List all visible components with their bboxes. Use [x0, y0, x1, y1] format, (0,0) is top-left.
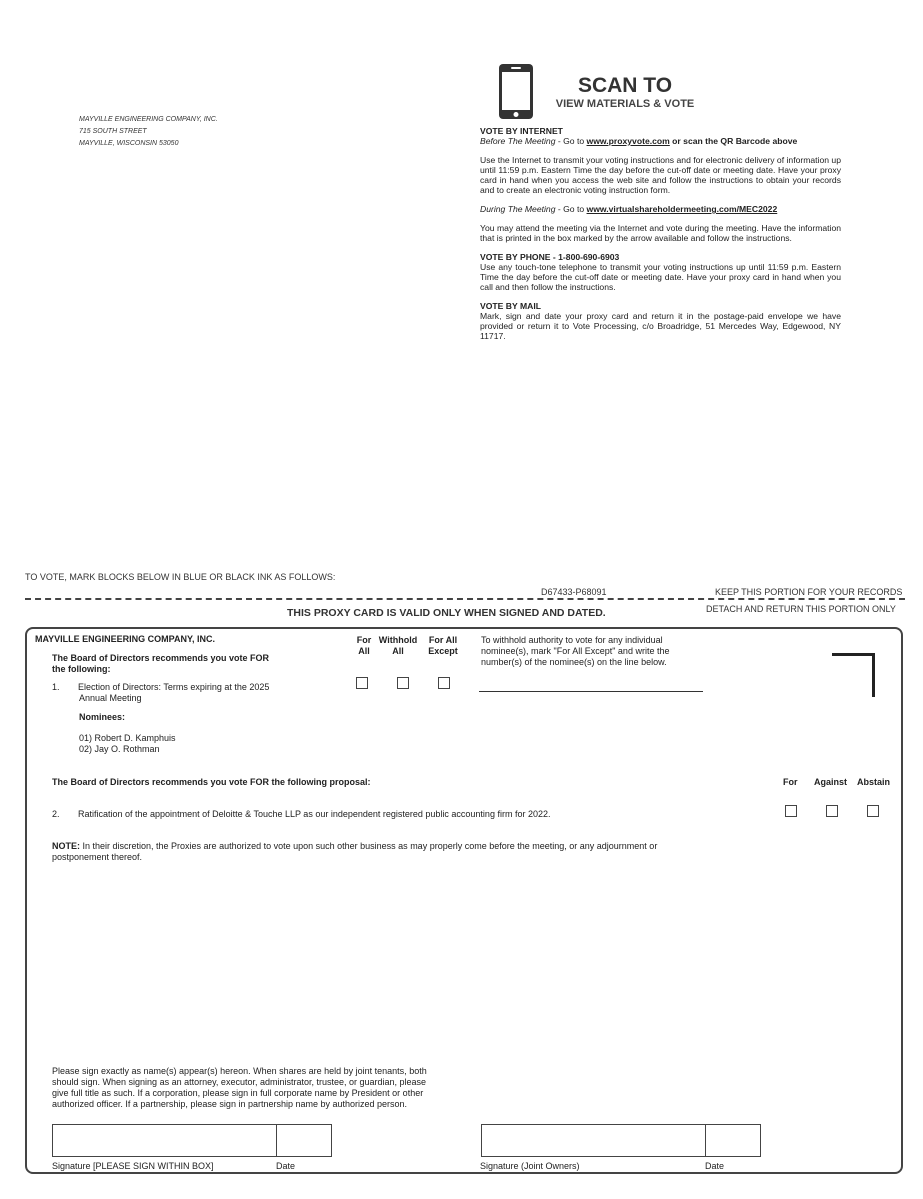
- during-meeting-line: [480, 204, 841, 214]
- virtual-meeting-link[interactable]: www.virtualshareholdermeeting.com/MEC2022: [586, 204, 778, 214]
- note: [52, 841, 732, 863]
- phone-heading: VOTE BY PHONE - 1-800-690-6903: [480, 252, 620, 262]
- before-suffix: or scan the QR Barcode above: [669, 136, 798, 146]
- valid-notice: THIS PROXY CARD IS VALID ONLY WHEN SIGNED AND DATED.: [287, 607, 606, 619]
- mail-text: Mark, sign and date your proxy card and return it in the postage-paid envelope we have provided or return it to Vote Processing, c/o Broadridge, 51 Mercedes Way, Edgewood, NY 11717.: [480, 311, 841, 341]
- voting-instructions: [480, 126, 841, 350]
- item1-line1: Election of Directors: Terms expiring at the 2025: [78, 682, 270, 692]
- sign-instr-l4: authorized officer. If a partnership, please sign in partnership name by authorized person.: [52, 1099, 408, 1109]
- col-for-all: [356, 635, 372, 657]
- note-line2: postponement thereof.: [52, 852, 143, 862]
- date-label: Date: [276, 1161, 296, 1171]
- col-against: Against: [814, 777, 848, 787]
- signature-label: Signature [PLEASE SIGN WITHIN BOX]: [52, 1161, 214, 1171]
- sign-instr-l2: should sign. When signing as an attorney, executor, administrator, trustee, or guardian, please: [52, 1077, 427, 1087]
- joint-date-box[interactable]: [705, 1124, 761, 1157]
- sign-instructions: [52, 1066, 427, 1110]
- before-meeting-line: [480, 136, 841, 146]
- phone-text: Use any touch-tone telephone to transmit your voting instructions up until 11:59 p.m. Eastern Time the day before the cut-off date or meeting date. Have your proxy card in hand when you call and then follow the instructions.: [480, 262, 841, 292]
- checkbox-item2-for[interactable]: [785, 805, 797, 817]
- col-withhold-l2: All: [392, 646, 404, 656]
- col-withhold-all: [373, 635, 423, 657]
- joint-signature-label: Signature (Joint Owners): [480, 1161, 580, 1171]
- internet-text: Use the Internet to transmit your voting instructions and for electronic delivery of information up until 11:59 p.m. Eastern Time the day before the cut-off date or meeting date. Have your proxy card in hand when you access the web site and follow the instructions to obtain your records and to create an electronic voting instruction form.: [480, 155, 841, 195]
- col-for-all-except: [423, 635, 463, 657]
- nominee-list: [79, 733, 176, 755]
- address-company: MAYVILLE ENGINEERING COMPANY, INC.: [79, 116, 218, 123]
- col-for-all-l2: All: [358, 646, 370, 656]
- address-street: 715 SOUTH STREET: [79, 128, 147, 135]
- scan-subtitle: VIEW MATERIALS & VOTE: [555, 98, 695, 110]
- detach-portion-label: DETACH AND RETURN THIS PORTION ONLY: [706, 604, 896, 614]
- checkbox-for-all[interactable]: [356, 677, 368, 689]
- arrow-corner-mark: [832, 653, 875, 697]
- board-rec1-line2: the following:: [52, 664, 111, 674]
- item1-line2: Annual Meeting: [79, 693, 142, 703]
- control-number: D67433-P68091: [541, 587, 607, 597]
- proxyvote-link[interactable]: www.proxyvote.com: [586, 136, 670, 146]
- sign-instr-l3: give full title as such. If a corporation, please sign in full corporate name by President or other: [52, 1088, 424, 1098]
- nominee-02: 02) Jay O. Rothman: [79, 744, 160, 754]
- except-nominee-line[interactable]: [479, 691, 703, 692]
- sign-instr-l1: Please sign exactly as name(s) appear(s) hereon. When shares are held by joint tenants, both: [52, 1066, 427, 1076]
- during-go: - Go to: [555, 204, 587, 214]
- card-company: MAYVILLE ENGINEERING COMPANY, INC.: [35, 634, 216, 644]
- note-text: In their discretion, the Proxies are authorized to vote upon such other business as may properly come before the meeting, or any adjournment or: [80, 841, 658, 851]
- item1-text: [79, 682, 269, 704]
- col-for: For: [783, 777, 798, 787]
- nominee-01: 01) Robert D. Kamphuis: [79, 733, 176, 743]
- board-rec2: The Board of Directors recommends you vote FOR the following proposal:: [52, 777, 371, 787]
- col-for-all-l1: For: [356, 635, 372, 645]
- nominees-label: Nominees:: [79, 712, 126, 722]
- withhold-instructions: [481, 635, 669, 668]
- col-except-l2: Except: [428, 646, 458, 656]
- signature-box[interactable]: [52, 1124, 277, 1157]
- withhold-instr-l2: nominee(s), mark "For All Except" and write the: [481, 646, 670, 656]
- detach-line: [25, 598, 905, 600]
- col-abstain: Abstain: [857, 777, 891, 787]
- during-label: During The Meeting: [480, 204, 556, 214]
- note-label: NOTE:: [52, 841, 80, 851]
- date-box[interactable]: [276, 1124, 332, 1157]
- during-text: You may attend the meeting via the Internet and vote during the meeting. Have the information that is printed in the box marked by the arrow available and follow the instructions.: [480, 223, 841, 243]
- mark-blocks-instruction: TO VOTE, MARK BLOCKS BELOW IN BLUE OR BLACK INK AS FOLLOWS:: [25, 572, 336, 582]
- address-city: MAYVILLE, WISCONSIN 53050: [79, 140, 179, 147]
- board-rec1-line1: The Board of Directors recommends you vote FOR: [52, 653, 270, 663]
- before-label: Before The Meeting: [480, 136, 556, 146]
- col-withhold-l1: Withhold: [378, 635, 418, 645]
- withhold-instr-l3: number(s) of the nominee(s) on the line below.: [481, 657, 667, 667]
- before-go: - Go to: [555, 136, 587, 146]
- phone-icon: [498, 63, 534, 120]
- withhold-instr-l1: To withhold authority to vote for any individual: [481, 635, 663, 645]
- checkbox-for-all-except[interactable]: [438, 677, 450, 689]
- joint-signature-box[interactable]: [481, 1124, 706, 1157]
- board-rec1: [52, 653, 269, 675]
- checkbox-item2-against[interactable]: [826, 805, 838, 817]
- keep-portion-label: KEEP THIS PORTION FOR YOUR RECORDS: [715, 587, 903, 597]
- item1-number: 1.: [52, 682, 60, 692]
- company-address: [79, 114, 218, 150]
- joint-date-label: Date: [705, 1161, 725, 1171]
- checkbox-item2-abstain[interactable]: [867, 805, 879, 817]
- item2-text: Ratification of the appointment of Deloitte & Touche LLP as our independent registered public accounting firm for 2022.: [78, 809, 551, 819]
- col-except-l1: For All: [428, 635, 458, 645]
- item2-number: 2.: [52, 809, 60, 819]
- internet-heading: VOTE BY INTERNET: [480, 126, 563, 136]
- mail-heading: VOTE BY MAIL: [480, 301, 541, 311]
- note-line1: [52, 841, 732, 852]
- checkbox-withhold-all[interactable]: [397, 677, 409, 689]
- scan-title: SCAN TO: [577, 74, 673, 97]
